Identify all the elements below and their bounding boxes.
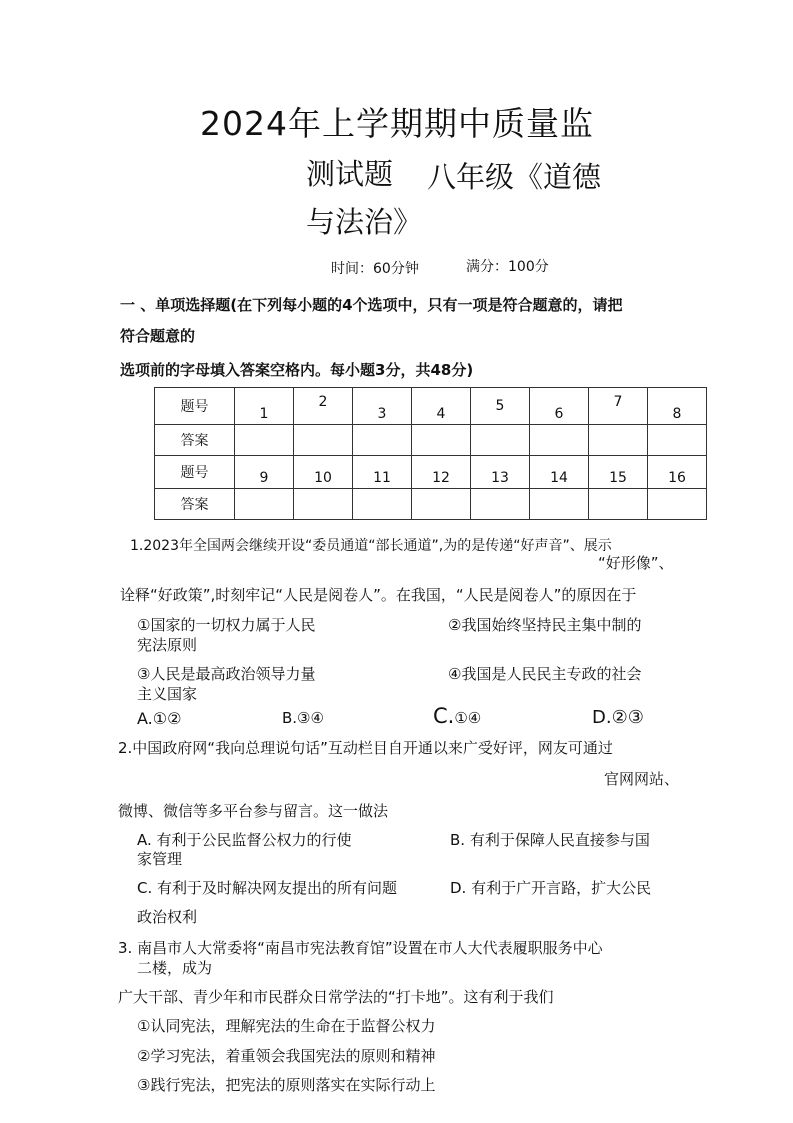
q3-item-2: ②学习宪法，着重领会我国宪法的原则和精神 [137, 1047, 436, 1065]
q1-option-b: B.③④ [282, 709, 324, 727]
q2-stem-line1: 2.中国政府网“我向总理说句话”互动栏目自开通以来广受好评，网友可通过 [118, 739, 613, 757]
q1-item-3: ③人民是最高政治领导力量 [137, 665, 316, 683]
q1-stem-line2: “好形像”、 [598, 554, 674, 572]
table-header-cell: 题号 [155, 456, 235, 489]
section-heading-line3: 选项前的字母填入答案空格内。每小题3分，共48分) [120, 361, 474, 379]
question-number-cell: 9 [235, 456, 294, 489]
q1-option-c [433, 704, 481, 728]
q1-stem-line1: 1.2023年全国两会继续开设“委员通道“部长通道”,为的是传递“好声音”、展示 [130, 538, 612, 554]
answer-cell[interactable] [648, 425, 707, 456]
question-number-cell: 14 [530, 456, 589, 489]
answer-cell[interactable] [648, 489, 707, 520]
q2-option-d: D. 有利于广开言路，扩大公民 [450, 879, 652, 897]
question-number-cell: 15 [589, 456, 648, 489]
answer-cell[interactable] [589, 425, 648, 456]
page-title-line1: 2024年上学期期中质量监 [200, 104, 594, 143]
question-number-cell: 6 [530, 388, 589, 425]
section-heading-line1: 一 、单项选择题(在下列每小题的4个选项中，只有一项是符合题意的，请把 [120, 296, 623, 314]
question-number-cell: 5 [471, 388, 530, 425]
q2-option-a: A. 有利于公民监督公权力的行使 [137, 831, 352, 849]
q3-item-3: ③践行宪法，把宪法的原则落实在实际行动上 [137, 1076, 436, 1094]
table-row [155, 489, 707, 520]
page-title-line3: 与法治》 [306, 205, 423, 239]
exam-time: 时间：60分钟 [331, 261, 419, 277]
question-number-cell: 10 [294, 456, 353, 489]
q3-stem-line1: 3. 南昌市人大常委将“南昌市宪法教育馆”设置在市人大代表履职服务中心 [118, 939, 603, 957]
q2-option-b-cont: 家管理 [137, 850, 183, 868]
answer-cell[interactable] [530, 489, 589, 520]
q1-item-2: ②我国始终坚持民主集中制的 [448, 616, 642, 634]
q1-option-d: D.②③ [592, 707, 644, 728]
question-number-cell: 16 [648, 456, 707, 489]
q3-stem-line3: 广大干部、青少年和市民群众日常学法的“打卡地”。这有利于我们 [118, 988, 554, 1006]
answer-cell[interactable] [353, 425, 412, 456]
exam-score: 满分：100分 [466, 259, 549, 275]
q1-option-c-text: ①④ [454, 709, 482, 727]
question-number-cell: 4 [412, 388, 471, 425]
q2-option-c: C. 有利于及时解决网友提出的所有问题 [137, 879, 398, 897]
q2-stem-line3: 微博、微信等多平台参与留言。这一做法 [118, 802, 389, 820]
q1-item-4: ④我国是人民民主专政的社会 [448, 665, 642, 683]
table-row [155, 456, 707, 489]
section-heading-line2: 符合题意的 [120, 327, 196, 345]
question-number-cell: 8 [648, 388, 707, 425]
q1-item-2-cont: 宪法原则 [137, 636, 198, 654]
q1-option-a: A.①② [137, 709, 182, 728]
table-header-cell: 题号 [155, 388, 235, 425]
question-number-cell: 13 [471, 456, 530, 489]
q2-stem-line2: 官网网站、 [604, 770, 680, 788]
answer-cell[interactable] [589, 489, 648, 520]
table-header-cell: 答案 [155, 425, 235, 456]
q1-option-c-letter: C. [433, 704, 455, 728]
answer-cell[interactable] [530, 425, 589, 456]
q3-item-1: ①认同宪法，理解宪法的生命在于监督公权力 [137, 1017, 436, 1035]
q1-stem-line3: 诠释“好政策”,时刻牢记“人民是阅卷人”。在我国，“人民是阅卷人”的原因在于 [120, 586, 637, 604]
question-number-cell: 12 [412, 456, 471, 489]
answer-cell[interactable] [235, 425, 294, 456]
answer-cell[interactable] [235, 489, 294, 520]
q1-item-1: ①国家的一切权力属于人民 [137, 616, 316, 634]
answer-cell[interactable] [353, 489, 412, 520]
question-number-cell: 11 [353, 456, 412, 489]
answer-cell[interactable] [294, 489, 353, 520]
table-header-cell: 答案 [155, 489, 235, 520]
table-row [155, 425, 707, 456]
answer-cell[interactable] [294, 425, 353, 456]
question-number-cell: 2 [294, 388, 353, 425]
page-title-line2a: 测试题 [306, 157, 394, 191]
q3-stem-line2: 二楼，成为 [137, 959, 213, 977]
table-row [155, 388, 707, 425]
answer-cell[interactable] [471, 425, 530, 456]
q1-item-4-cont: 主义国家 [137, 685, 198, 703]
question-number-cell: 7 [589, 388, 648, 425]
q2-option-d-cont: 政治权利 [137, 908, 198, 926]
page-title-line2b: 八年级《道德 [427, 160, 602, 194]
answer-cell[interactable] [412, 489, 471, 520]
answer-cell[interactable] [412, 425, 471, 456]
q2-option-b: B. 有利于保障人民直接参与国 [450, 831, 650, 849]
answer-table [154, 387, 707, 520]
question-number-cell: 1 [235, 388, 294, 425]
answer-cell[interactable] [471, 489, 530, 520]
question-number-cell: 3 [353, 388, 412, 425]
